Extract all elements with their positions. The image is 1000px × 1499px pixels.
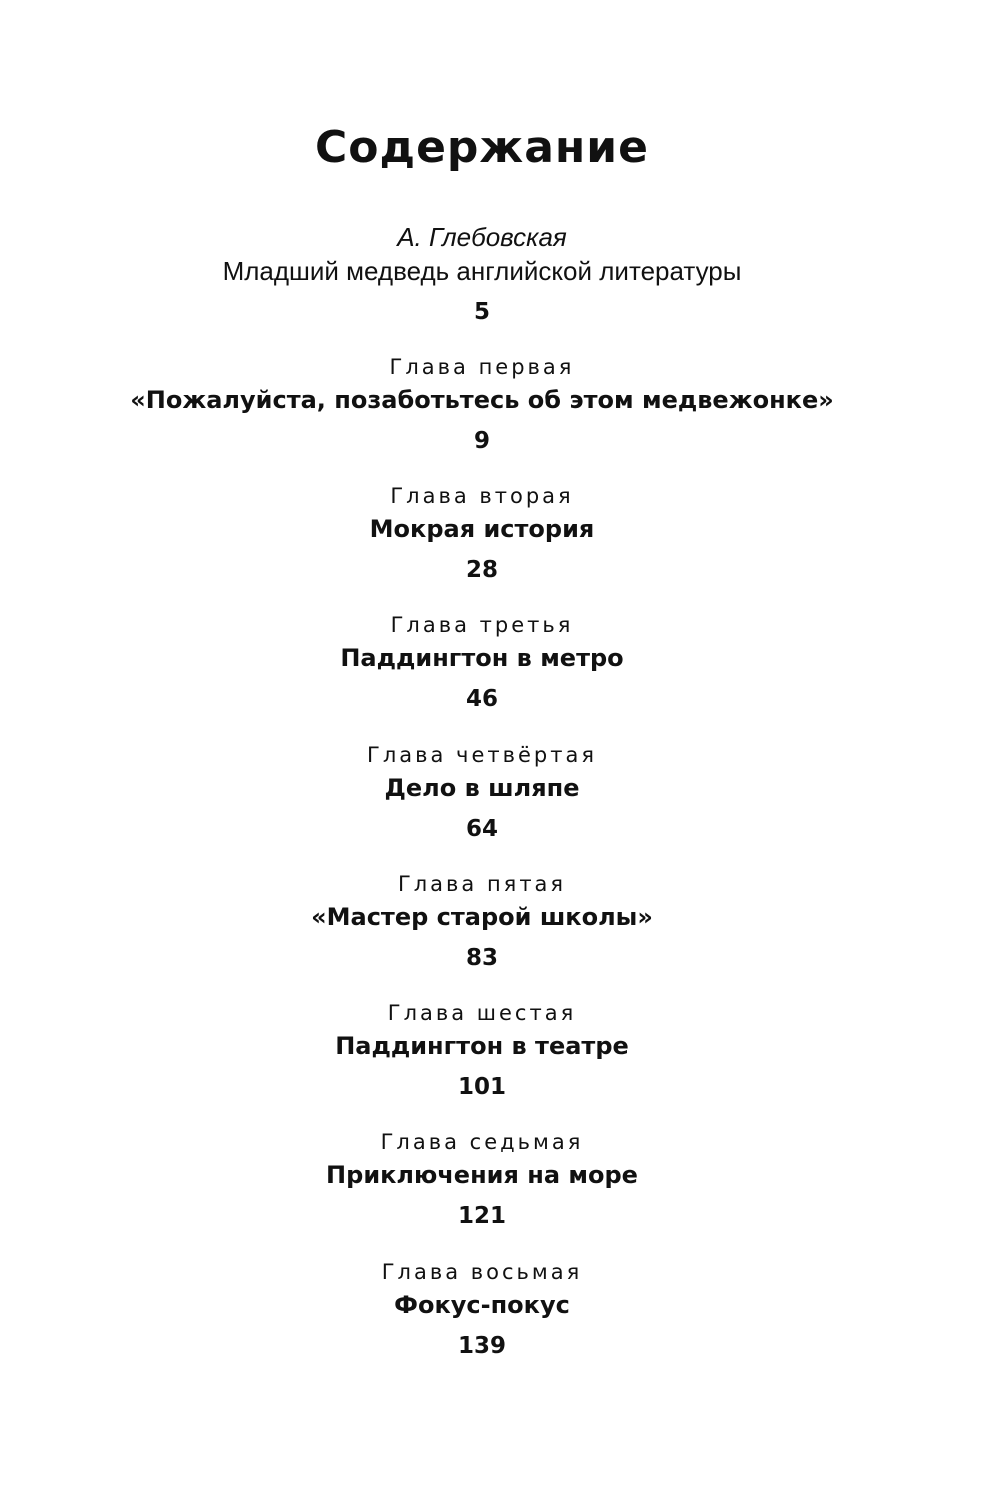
chapter-title: Дело в шляпе — [384, 774, 580, 802]
intro-title: Младший медведь английской литературы — [222, 256, 742, 286]
intro-author: А. Глебовская — [397, 222, 567, 252]
chapter-title: Фокус-покус — [394, 1291, 570, 1319]
chapter-label: Глава пятая — [397, 872, 567, 896]
chapter-label: Глава шестая — [387, 1001, 577, 1025]
chapter-page-number: 83 — [465, 945, 498, 971]
page-title: Содержание — [315, 122, 649, 173]
chapter-title: Паддингтон в метро — [340, 644, 624, 672]
toc-entry-chapter-1 — [0, 352, 964, 456]
intro-page-number: 5 — [473, 299, 490, 325]
chapter-title: Мокрая история — [369, 515, 595, 543]
chapter-label: Глава третья — [390, 613, 574, 637]
chapter-label: Глава седьмая — [380, 1130, 584, 1154]
chapter-page-number: 64 — [465, 816, 498, 842]
chapter-page-number: 28 — [465, 557, 498, 583]
toc-entry-chapter-5 — [0, 869, 964, 973]
toc-entry-chapter-8 — [0, 1257, 964, 1361]
chapter-page-number: 9 — [473, 428, 490, 454]
chapter-title: «Мастер старой школы» — [311, 903, 653, 931]
toc-entry-chapter-2 — [0, 481, 964, 585]
chapter-title: Приключения на море — [326, 1161, 638, 1189]
chapter-page-number: 101 — [457, 1074, 506, 1100]
toc-entry-chapter-4 — [0, 740, 964, 844]
chapter-label: Глава четвёртая — [367, 743, 597, 767]
chapter-page-number: 121 — [457, 1203, 506, 1229]
toc-entry-chapter-6 — [0, 998, 964, 1102]
chapter-label: Глава восьмая — [381, 1260, 583, 1284]
chapter-page-number: 139 — [457, 1333, 506, 1359]
chapter-label: Глава первая — [389, 355, 575, 379]
chapter-label: Глава вторая — [390, 484, 574, 508]
chapter-page-number: 46 — [465, 686, 498, 712]
toc-entry-chapter-3 — [0, 610, 964, 714]
chapter-title: Паддингтон в театре — [335, 1032, 629, 1060]
chapter-title: «Пожалуйста, позаботьтесь об этом медвежонке» — [130, 386, 834, 414]
toc-entry-chapter-7 — [0, 1127, 964, 1231]
